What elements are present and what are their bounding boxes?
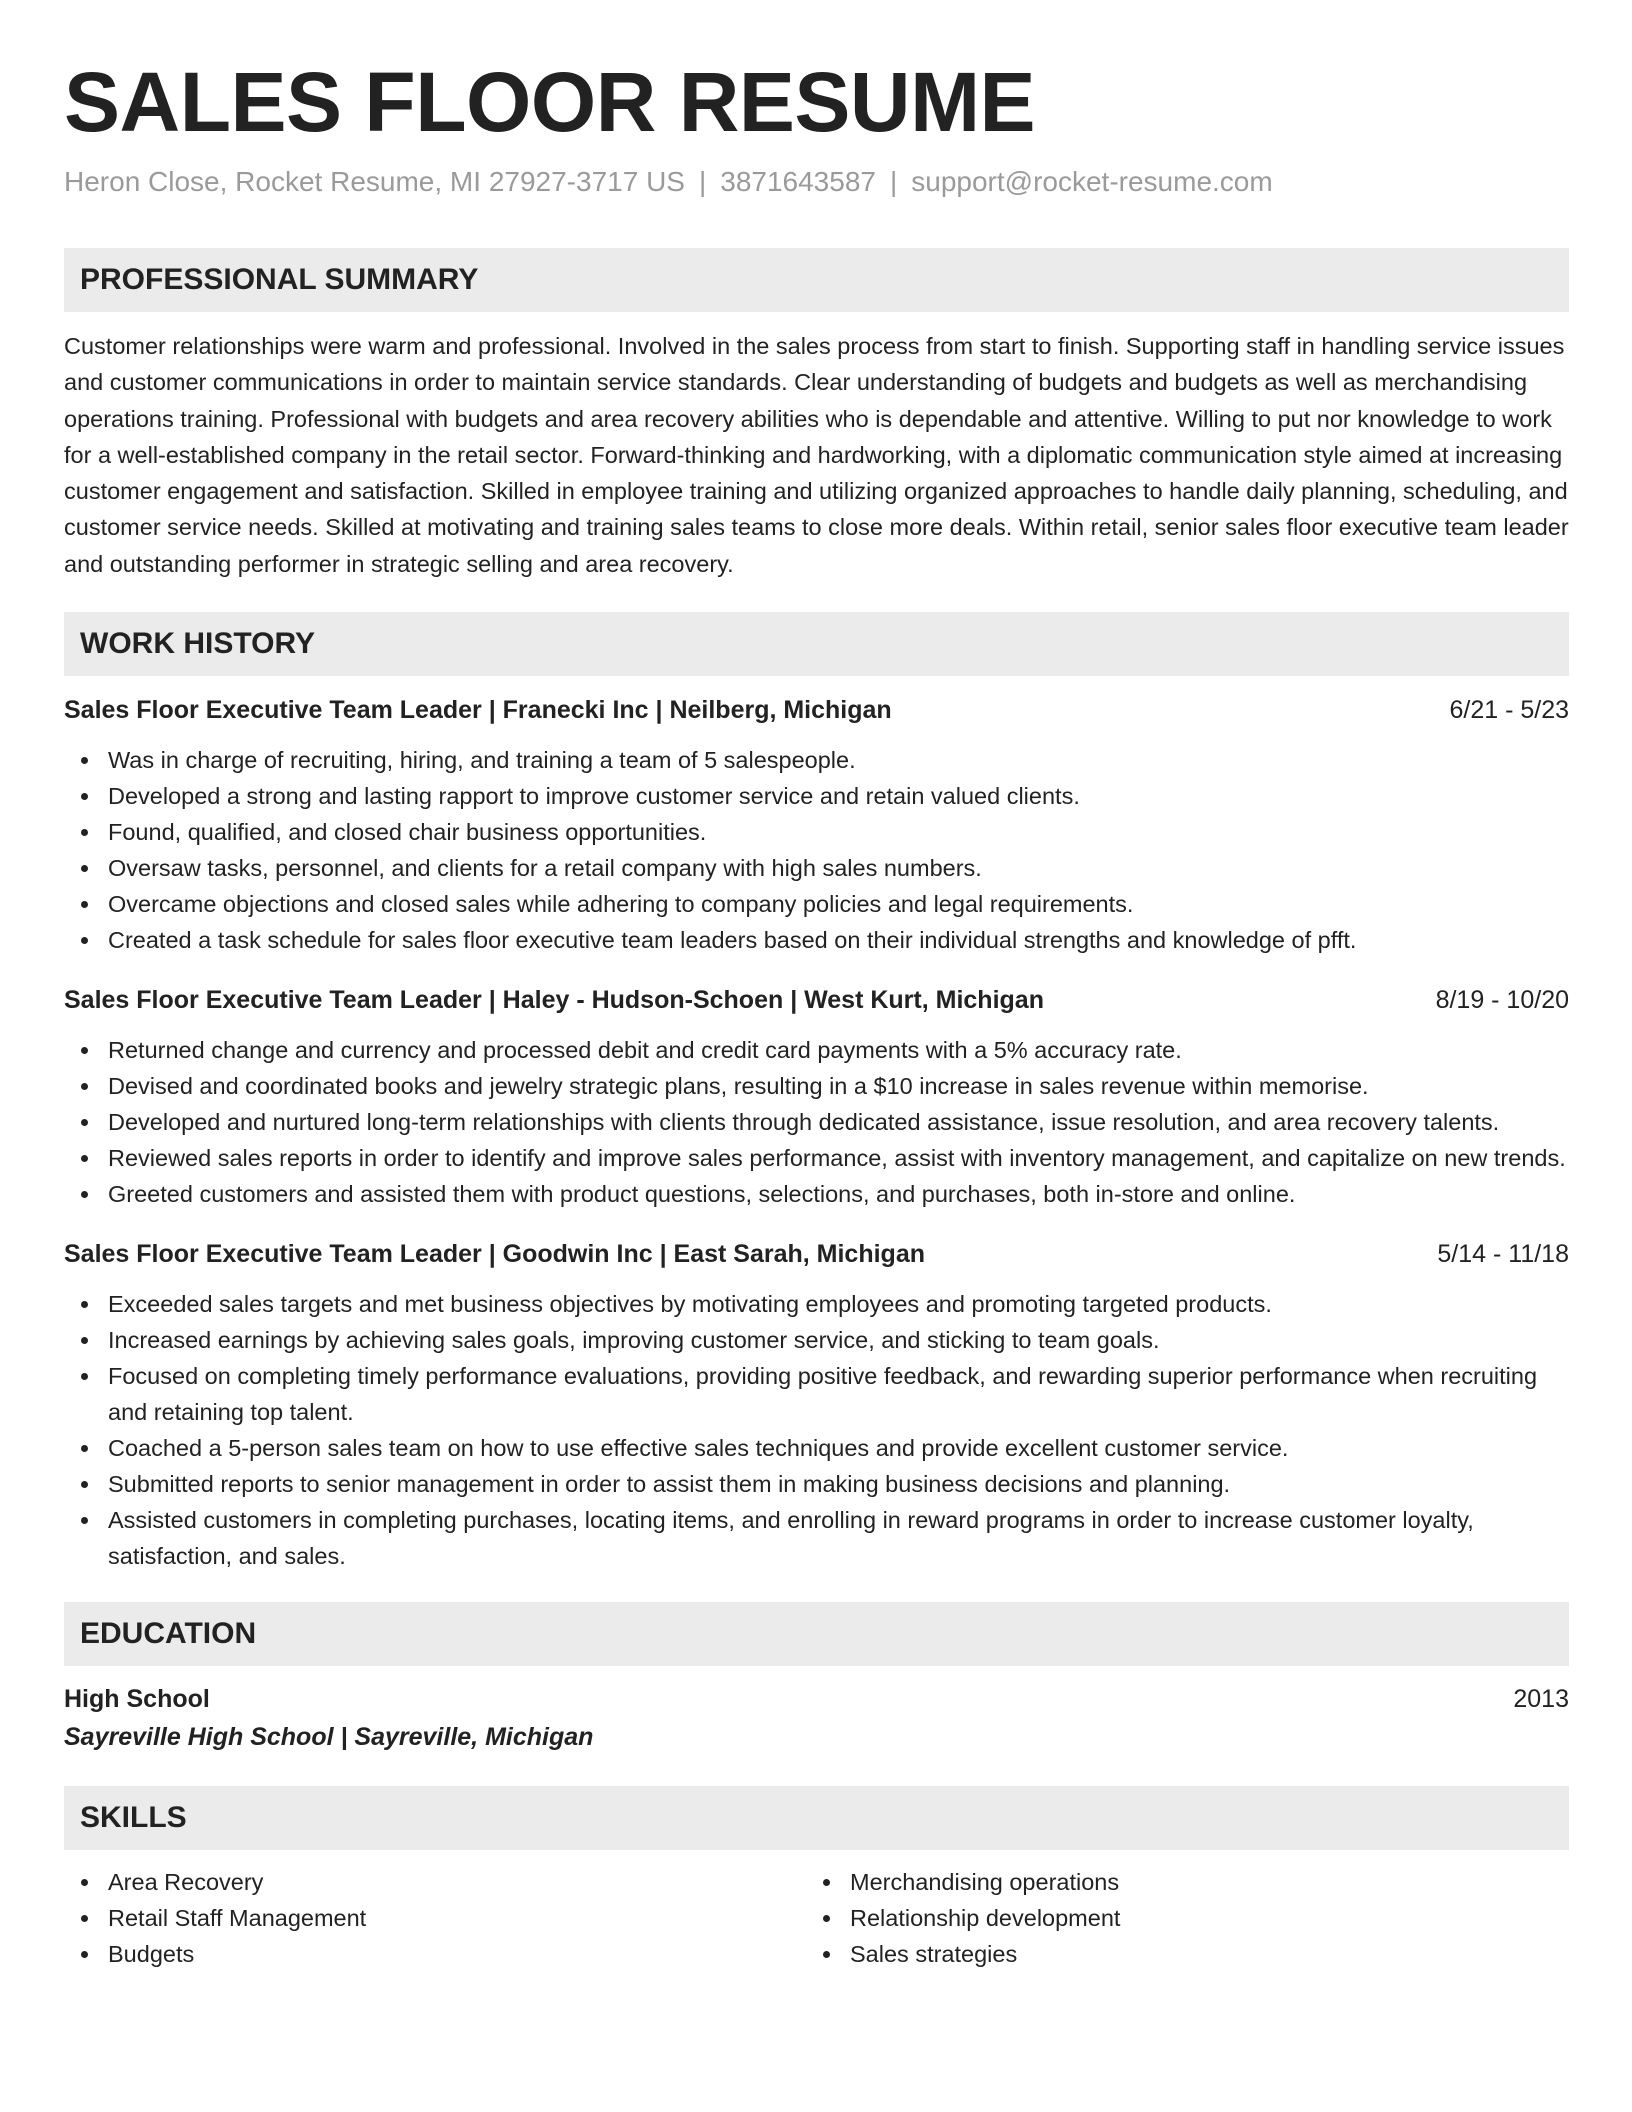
job-entry	[64, 980, 1569, 1212]
education-school: Sayreville High School | Sayreville, Michigan	[64, 1723, 594, 1752]
contact-phone: 3871643587	[720, 166, 876, 197]
skill-item: Area Recovery	[64, 1864, 806, 1900]
job-bullet: Coached a 5-person sales team on how to use effective sales techniques and provide excellent customer service.	[64, 1430, 1569, 1466]
contact-separator: |	[889, 166, 898, 197]
job-bullet: Submitted reports to senior management in order to assist them in making business decisions and planning.	[64, 1466, 1569, 1502]
contact-address: Heron Close, Rocket Resume, MI 27927-3717 US	[64, 166, 685, 197]
job-bullet: Focused on completing timely performance evaluations, providing positive feedback, and rewarding superior performance when recruiting and retaining top talent.	[64, 1358, 1569, 1430]
job-heading: Sales Floor Executive Team Leader | Goodwin Inc | East Sarah, Michigan	[64, 1239, 925, 1268]
resume-content	[64, 0, 1569, 1972]
job-bullet: Overcame objections and closed sales while adhering to company policies and legal requirements.	[64, 886, 1569, 922]
job-bullet: Found, qualified, and closed chair business opportunities.	[64, 814, 1569, 850]
job-bullet: Was in charge of recruiting, hiring, and training a team of 5 salespeople.	[64, 742, 1569, 778]
job-bullet: Assisted customers in completing purchases, locating items, and enrolling in reward programs in order to increase customer loyalty, satisfaction, and sales.	[64, 1502, 1569, 1574]
job-bullets	[64, 742, 1569, 958]
job-bullet: Exceeded sales targets and met business objectives by motivating employees and promoting targeted products.	[64, 1286, 1569, 1322]
job-entry	[64, 690, 1569, 958]
job-dates: 5/14 - 11/18	[1437, 1239, 1569, 1268]
job-dates: 6/21 - 5/23	[1449, 695, 1569, 724]
job-header	[64, 690, 1569, 730]
job-bullet: Increased earnings by achieving sales goals, improving customer service, and sticking to team goals.	[64, 1322, 1569, 1358]
job-header	[64, 980, 1569, 1020]
job-header	[64, 1234, 1569, 1274]
education-row	[64, 1680, 1569, 1718]
job-bullets	[64, 1286, 1569, 1574]
job-bullet: Oversaw tasks, personnel, and clients for a retail company with high sales numbers.	[64, 850, 1569, 886]
job-dates: 8/19 - 10/20	[1435, 985, 1569, 1014]
section-header-work-history: WORK HISTORY	[64, 612, 1569, 676]
contact-line	[64, 164, 1569, 200]
summary-text: Customer relationships were warm and professional. Involved in the sales process from start to finish. Supporting staff in handling service issues and customer communications in order to maintain service standards. Clear understanding of budgets and budgets as well as merchandising operations training. Professional with budgets and area recovery abilities who is dependable and attentive. Willing to put nor knowledge to work for a well-established company in the retail sector. Forward-thinking and hardworking, with a diplomatic communication style aimed at increasing customer engagement and satisfaction. Skilled in employee training and utilizing organized approaches to handle daily planning, scheduling, and customer service needs. Skilled at motivating and training sales teams to close more deals. Within retail, senior sales floor executive team leader and outstanding performer in strategic selling and area recovery.	[64, 333, 1569, 577]
job-bullet: Greeted customers and assisted them with product questions, selections, and purchases, both in-store and online.	[64, 1176, 1569, 1212]
job-bullet: Reviewed sales reports in order to identify and improve sales performance, assist with inventory management, and capitalize on new trends.	[64, 1140, 1569, 1176]
contact-email: support@rocket-resume.com	[911, 166, 1273, 197]
skills-list	[64, 1864, 1569, 1972]
skill-item: Sales strategies	[806, 1936, 1548, 1972]
job-entry	[64, 1234, 1569, 1574]
skill-item: Relationship development	[806, 1900, 1548, 1936]
skills-column-right	[806, 1864, 1548, 1972]
job-bullet: Devised and coordinated books and jewelry strategic plans, resulting in a $10 increase in sales revenue within memorise.	[64, 1068, 1569, 1104]
skill-item: Merchandising operations	[806, 1864, 1548, 1900]
skills-column-left	[64, 1864, 806, 1972]
education-year: 2013	[1513, 1684, 1569, 1713]
contact-separator: |	[698, 166, 707, 197]
resume-title: SALES FLOOR RESUME	[64, 55, 1036, 149]
job-bullet: Returned change and currency and processed debit and credit card payments with a 5% accuracy rate.	[64, 1032, 1569, 1068]
skill-item: Retail Staff Management	[64, 1900, 806, 1936]
job-bullets	[64, 1032, 1569, 1212]
job-bullet: Created a task schedule for sales floor executive team leaders based on their individual strengths and knowledge of pfft.	[64, 922, 1569, 958]
job-bullet: Developed a strong and lasting rapport to improve customer service and retain valued clients.	[64, 778, 1569, 814]
skill-item: Budgets	[64, 1936, 806, 1972]
education-degree: High School	[64, 1684, 210, 1713]
job-heading: Sales Floor Executive Team Leader | Franecki Inc | Neilberg, Michigan	[64, 695, 892, 724]
section-header-summary: PROFESSIONAL SUMMARY	[64, 248, 1569, 312]
job-heading: Sales Floor Executive Team Leader | Haley - Hudson-Schoen | West Kurt, Michigan	[64, 985, 1044, 1014]
job-bullet: Developed and nurtured long-term relationships with clients through dedicated assistance, issue resolution, and area recovery talents.	[64, 1104, 1569, 1140]
section-header-skills: SKILLS	[64, 1786, 1569, 1850]
section-header-education: EDUCATION	[64, 1602, 1569, 1666]
